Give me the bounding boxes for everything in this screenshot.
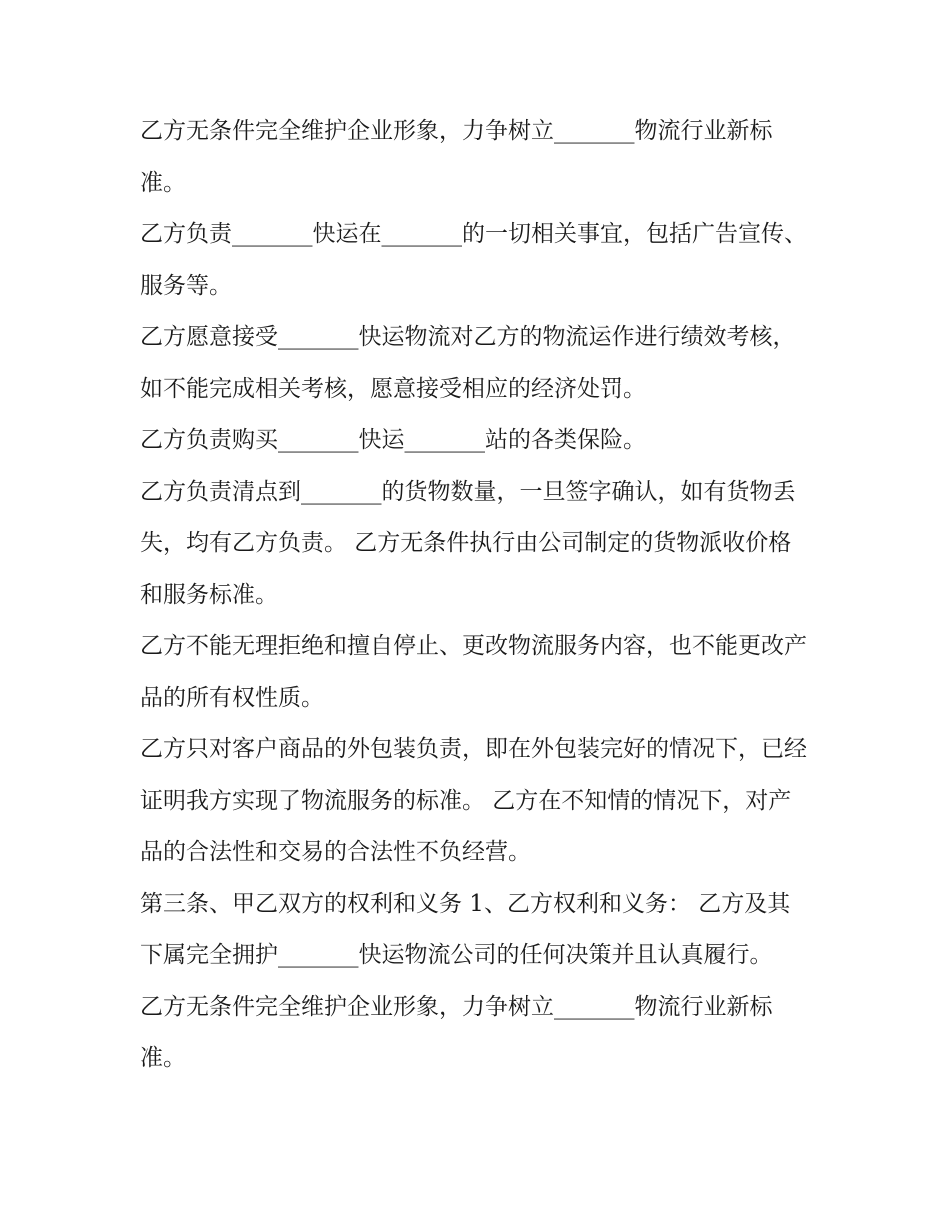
paragraph-insurance: 乙方负责购买_______快运_______站的各类保险。 [140, 427, 646, 453]
paragraph-goods-count: 乙方负责清点到_______的货物数量，一旦签字确认，如有货物丢失，均有乙方负责。 乙方无条件执行由公司制定的货物派收价格和服务标准。 [140, 478, 796, 608]
paragraph-service-refusal: 乙方不能无理拒绝和擅自停止、更改物流服务内容，也不能更改产品的所有权性质。 [140, 633, 807, 711]
document-body [140, 106, 812, 1085]
paragraph-corporate-image: 乙方无条件完全维护企业形象，力争树立_______物流行业新标准。 [140, 118, 773, 196]
paragraph-article-three: 第三条、甲乙双方的权利和义务 1、乙方权利和义务： 乙方及其下属完全拥护_______快运物流公司的任何决策并且认真履行。 [140, 890, 791, 968]
paragraph-local-affairs: 乙方负责_______快运在_______的一切相关事宜，包括广告宣传、服务等。 [140, 221, 807, 299]
paragraph-packaging: 乙方只对客户商品的外包装负责，即在外包装完好的情况下，已经证明我方实现了物流服务的标准。 乙方在不知情的情况下，对产品的合法性和交易的合法性不负经营。 [140, 736, 807, 865]
paragraph-performance-review: 乙方愿意接受_______快运物流对乙方的物流运作进行绩效考核，如不能完成相关考核，愿意接受相应的经济处罚。 [140, 324, 796, 402]
paragraph-corporate-image-repeat: 乙方无条件完全维护企业形象，力争树立_______物流行业新标准。 [140, 993, 773, 1071]
